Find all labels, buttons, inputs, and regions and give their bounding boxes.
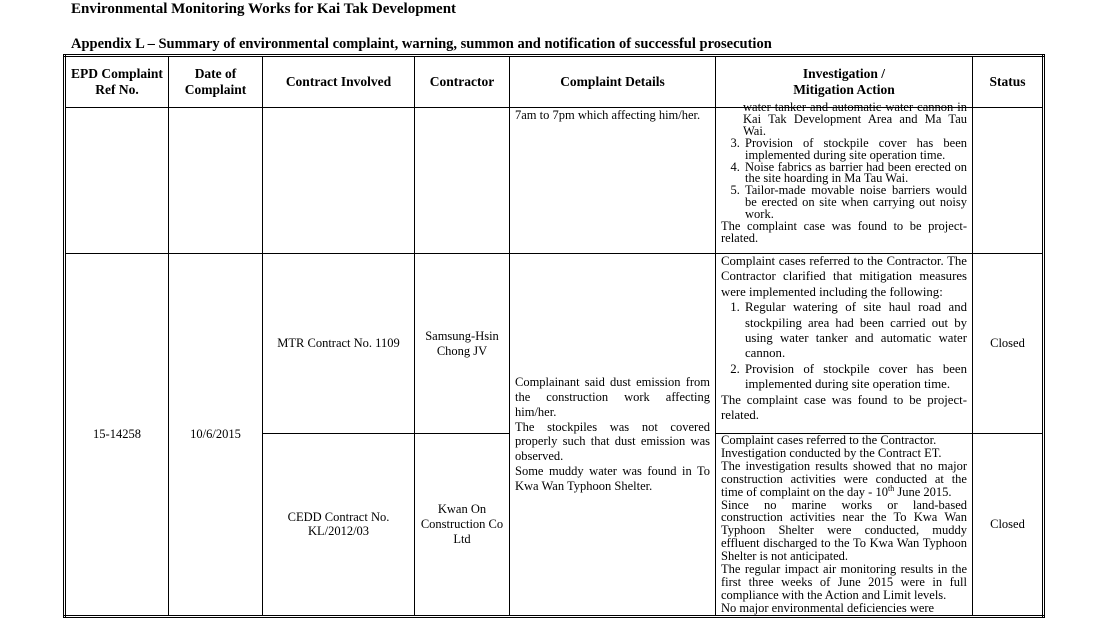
status-value: Closed xyxy=(973,434,1044,617)
document-title: Environmental Monitoring Works for Kai Tak Development xyxy=(71,1,457,17)
status-value: Closed xyxy=(973,254,1044,434)
investigation-para-post: June 2015. xyxy=(894,484,952,499)
investigation-para: The regular impact air monitoring results in the first three weeks of June 2015 were in full compliance with the Action and Limit levels. xyxy=(721,562,967,602)
table-row xyxy=(65,254,1044,434)
measures-list-continued xyxy=(721,135,967,222)
cell-investigation-continued xyxy=(716,100,973,254)
contractor-name: Samsung-Hsin Chong JV xyxy=(415,254,510,434)
complaints-table xyxy=(63,54,1045,618)
investigation-para: Since no marine works or land-based construction activities near the To Kwa Wan Typhoon Shelter were conducted, muddy effluent discharged to the To Kwa Wan Typhoon Shelter is not anticipated. xyxy=(721,497,967,564)
measure-item: 2. Provision of stockpile cover has been implemented during site operation time. xyxy=(743,362,967,393)
investigation-action xyxy=(716,434,973,617)
measure-item: 4. Noise fabrics as barrier had been erected on the site hoarding in Ma Tau Wai. xyxy=(743,162,967,186)
conclusion-text: The complaint case was found to be project-related. xyxy=(721,219,967,245)
measure-item: 1. Regular watering of site haul road and stockpiling area had been carried out by using water tanker and automatic water cannon. xyxy=(743,300,967,362)
complaint-details xyxy=(510,254,716,617)
complaint-date: 10/6/2015 xyxy=(169,254,263,617)
column-header-contractor: Contractor xyxy=(415,56,510,108)
investigation-para: Complaint cases referred to the Contractor. xyxy=(721,433,937,447)
cell-date-empty xyxy=(169,108,263,254)
measure-item: 3. Provision of stockpile cover has been implemented during site operation time. xyxy=(743,138,967,162)
contract-involved: MTR Contract No. 1109 xyxy=(263,254,415,434)
details-continued-text: 7am to 7pm which affecting him/her. xyxy=(515,108,701,122)
investigation-action xyxy=(716,254,973,434)
investigation-para: No major environmental deficiencies were xyxy=(721,600,935,615)
contract-involved: CEDD Contract No. KL/2012/03 xyxy=(263,434,415,617)
column-header-date: Date of Complaint xyxy=(169,56,263,108)
complaint-details-p3: Some muddy water was found in To Kwa Wan Typhoon Shelter. xyxy=(515,463,710,493)
column-header-contract: Contract Involved xyxy=(263,56,415,108)
appendix-title: Appendix L – Summary of environmental complaint, warning, summon and notification of successful prosecution xyxy=(71,36,772,52)
cell-ref-empty xyxy=(65,108,169,254)
column-header-details: Complaint Details xyxy=(510,56,716,108)
column-header-status: Status xyxy=(973,56,1044,108)
column-header-investigation-line1: Investigation / xyxy=(802,66,886,81)
column-header-ref: EPD Complaint Ref No. xyxy=(65,56,169,108)
complaint-ref-no: 15-14258 xyxy=(65,254,169,617)
investigation-para: Investigation conducted by the Contract ET. xyxy=(721,445,942,460)
cell-contract-empty xyxy=(263,108,415,254)
cell-status-empty xyxy=(973,108,1044,254)
measures-list xyxy=(721,300,967,392)
cell-contractor-empty xyxy=(415,108,510,254)
ordinal-suffix: th xyxy=(887,483,895,493)
conclusion-text: The complaint case was found to be project-related. xyxy=(721,392,967,423)
measure-continued-text: water tanker and automatic water cannon in Kai Tak Development Area and Ma Tau Wai. xyxy=(743,100,967,138)
column-header-investigation-line2: Mitigation Action xyxy=(793,82,895,97)
complaint-details-p1: Complainant said dust emission from the construction work affecting him/her. xyxy=(515,375,710,419)
investigation-para xyxy=(721,460,967,499)
contractor-name: Kwan On Construction Co Ltd xyxy=(415,434,510,617)
table-row-continued xyxy=(65,108,1044,254)
investigation-para-pre: The investigation results showed that no major construction activities were conducted at the time of complaint on the day - 10 xyxy=(721,458,967,499)
investigation-intro: Complaint cases referred to the Contractor. The Contractor clarified that mitigation measures were implemented including the following: xyxy=(721,254,967,299)
complaint-details-p2: The stockpiles was not covered properly such that dust emission was observed. xyxy=(515,419,710,464)
measure-item: 5. Tailor-made movable noise barriers would be erected on site when carrying out noisy work. xyxy=(743,185,967,221)
cell-details-continued xyxy=(510,108,716,254)
